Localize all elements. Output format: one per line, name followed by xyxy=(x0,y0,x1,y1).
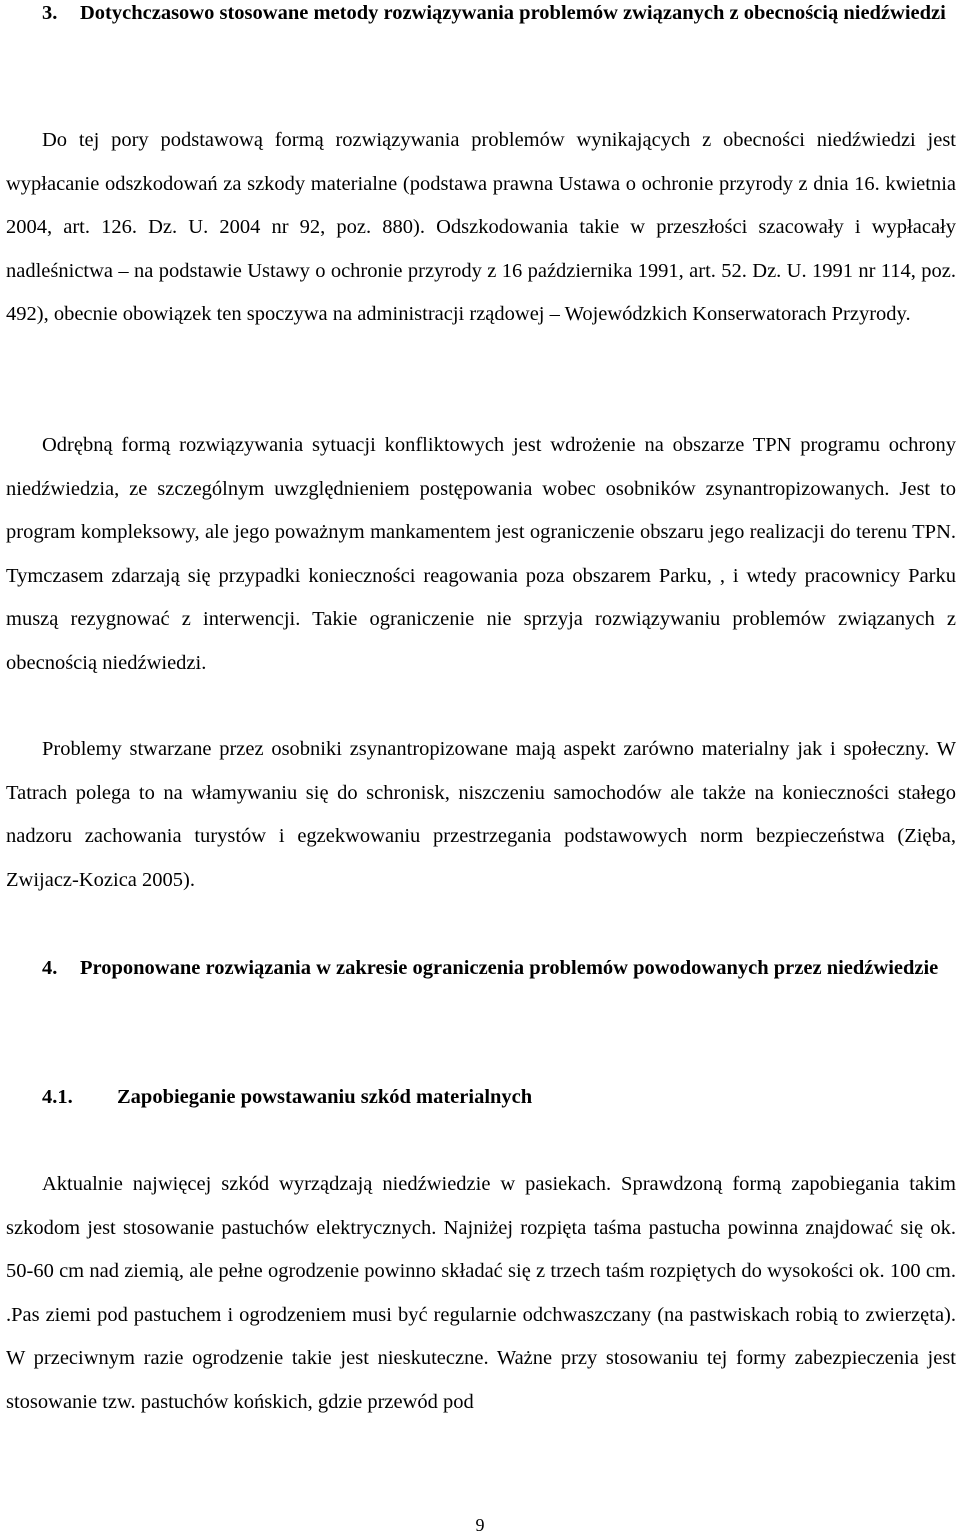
section-4-heading xyxy=(42,947,956,991)
section-4-number: 4. xyxy=(42,957,58,979)
section-3-title: Dotychczasowo stosowane metody rozwiązywania problemów związanych z obecnością niedźwiedzi xyxy=(80,2,946,24)
paragraph: Odrębną formą rozwiązywania sytuacji konfliktowych jest wdrożenie na obszarze TPN programu ochrony niedźwiedzia, ze szczególnym uwzględnieniem postępowania wobec osobników zsynantropizowanych. Jest to program kompleksowy, ale jego poważnym mankamentem jest ograniczenie obszaru jego realizacji do terenu TPN. Tymczasem zdarzają się przypadki konieczności reagowania poza obszarem Parku, , i wtedy pracownicy Parku muszą rezygnować z interwencji. Takie ograniczenie nie sprzyja rozwiązywaniu problemów związanych z obecnością niedźwiedzi. xyxy=(6,434,956,674)
section-4-1-number: 4.1. xyxy=(42,1086,73,1108)
paragraph: Do tej pory podstawową formą rozwiązywania problemów wynikających z obecności niedźwiedzi jest wypłacanie odszkodowań za szkody materialne (podstawa prawna Ustawa o ochronie przyrody z dnia 16. kwietnia 2004, art. 126. Dz. U. 2004 nr 92, poz. 880). Odszkodowania takie w przeszłości szacowały i wypłacały nadleśnictwa – na podstawie Ustawy o ochronie przyrody z 16 października 1991, art. 52. Dz. U. 1991 nr 114, poz. 492), obecnie obowiązek ten spoczywa na administracji rządowej – Wojewódzkich Konserwatorach Przyrody. xyxy=(6,129,956,325)
section-4-1-title: Zapobieganie powstawaniu szkód materialnych xyxy=(117,1086,533,1108)
paragraph: Problemy stwarzane przez osobniki zsynantropizowane mają aspekt zarówno materialny jak i społeczny. W Tatrach polega to na włamywaniu się do schronisk, niszczeniu samochodów ale także na konieczności stałego nadzoru zachowania turystów i egzekwowaniu przestrzegania podstawowych norm bezpieczeństwa (Zięba, Zwijacz-Kozica 2005). xyxy=(6,738,956,891)
section-4-title: Proponowane rozwiązania w zakresie ograniczenia problemów powodowanych przez niedźwiedzie xyxy=(80,957,939,979)
section-3-number: 3. xyxy=(42,2,58,24)
paragraph: Aktualnie najwięcej szkód wyrządzają niedźwiedzie w pasiekach. Sprawdzoną formą zapobiegania takim szkodom jest stosowanie pastuchów elektrycznych. Najniżej rozpięta taśma pastucha powinna znajdować się ok. 50-60 cm nad ziemią, ale pełne ogrodzenie powinno składać się z trzech taśm rozpiętych do wysokości ok. 100 cm. .Pas ziemi pod pastuchem i ogrodzeniem musi być regularnie odchwaszczany (na pastwiskach robią to zwierzęta). W przeciwnym razie ogrodzenie takie jest nieskuteczne. Ważne przy stosowaniu tej formy zabezpieczenia jest stosowanie tzw. pastuchów końskich, gdzie przewód pod xyxy=(6,1173,956,1413)
page-number: 9 xyxy=(475,1515,485,1535)
section-3-heading xyxy=(42,0,956,36)
section-4-1-heading xyxy=(42,1076,956,1120)
